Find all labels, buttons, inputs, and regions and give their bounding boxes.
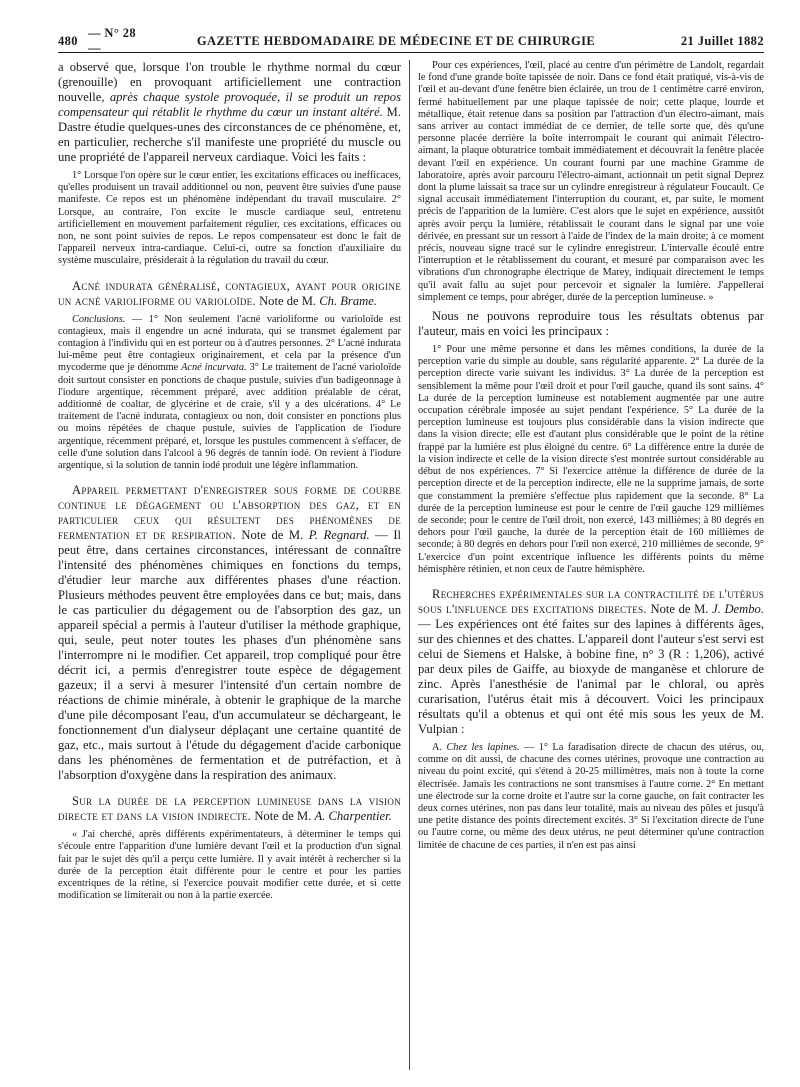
italic-text: Chez les lapines. bbox=[446, 741, 520, 753]
italic-text: Acné incurvata. bbox=[181, 362, 247, 374]
author-name: P. Regnard. bbox=[308, 528, 370, 543]
issue-date: 21 Juillet 1882 bbox=[680, 33, 764, 48]
text-run: 3° Le traitement de l'acné varioloïde doit surtout consister en ponctions de chaque pustule, suivies d'un badigeonnage à l'iodure argentique, récemment préparé, avec addition préalable de cérat, additionné de coaltar, de glycérine et de craie, s'il y a des ulcérations. 4° Le traitement de l'acné indurata, contagieux ou non, doit consister en ponctions plus ou moins répétées de chaque pustule, suivies de l'application de l'iodure argentique, récemment préparé, et, lorsque les pustules commencent à s'effacer, de celle d'une solution dans l'alcool à 96 degrés de tannin iodé. On revient à l'iodure argentique, si la solution de tannin iodé produit une légère inflammation. bbox=[58, 362, 401, 472]
text-run: M. Dastre étudie quelques-unes des circonstances de ce phénomène, et, en particulier, recherche s'il manifeste une propriété du muscle ou une propriété de l'appareil nerveux cardiaque. Voici les faits : bbox=[58, 105, 401, 164]
text-run: — 1° La faradisation directe de chacun des utérus, ou, comme on dit aussi, de chacune des cornes utérines, provoque une contraction au niveau du point excité, qui s'étend à 20-25 millimètres, mais non à toute la corne électrisée. Jamais les contractions ne sont transmises à l'autre corne. 2° En mettant une électrode sur la corne droite et l'autre sur la corne gauche, on fait contracter les deux cornes utérines, non pas dans leur totalité, mais au niveau des pôles et jusqu'à une petite distance des points directement excités. 3° Si l'excitation directe de l'une ou l'autre corne, ou même des deux utérus, ne peut déterminer qu'une contraction limitée de chacune de ces parties, il n'en est pas ainsi bbox=[418, 741, 764, 851]
running-header bbox=[58, 26, 764, 55]
section-heading-acne bbox=[58, 279, 401, 309]
journal-title: GAZETTE HEBDOMADAIRE DE MÉDECINE ET DE CHIRURGIE bbox=[196, 33, 596, 48]
text-run: Note de M. bbox=[235, 528, 309, 543]
heading-text: Acné indurata généralisé, contagieux, ayant pour origine un acné varioliforme ou variolоïde. bbox=[58, 278, 401, 308]
author-name: Ch. Brame. bbox=[319, 293, 377, 308]
paragraph: « J'ai cherché, après différents expérimentateurs, à déterminer le temps qui s'écoule entre l'apparition d'une lumière devant l'œil et la production d'un signal fait par le sujet dès qu'il a perçu cette lumière. Il y avait intérêt à rechercher si la durée de la perception était différente pour le centre et pour les parties excentriques de la rétine, si l'exercice pouvait modifier cette durée, et si cette modification se limiterait ou non à la partie exercée. bbox=[58, 829, 401, 902]
section-heading-appareil bbox=[58, 483, 401, 783]
issue-number: — N° 28 — bbox=[88, 26, 137, 55]
paragraph: 1° Pour une même personne et dans les mêmes conditions, la durée de la perception varie du simple au double, sans régularité apparente. 2° La durée de la perception directe varie suivant les individus. 3° La durée de la perception est sensiblement la même pour l'œil droit et pour l'œil gauche, quand ils sont sains. 4° La durée de la perception lumineuse est notablement augmentée par une autre occupation cérébrale imposée au sujet pendant l'expérience. 5° La durée de la perception lumineuse est toujours plus considérable dans la vision indirecte que dans la vision directe; elle est d'autant plus considérable que le point de la rétine frappé par la lumière est plus éloigné du centre. 6° La différence entre la durée de la vision indirecte et celle de la vision directe s'est montrée surtout considérable au début de nos expériences. 7° Si l'exercice atténue la différence de durée de la perception directe et de la perception indirecte, elle ne la supprime jamais, de sorte que constamment la première s'effectue plus rapidement que la seconde. 8° La durée de la perception lumineuse est pour le centre de l'œil gauche 129 millièmes de seconde; pour le centre de l'œil droit, non exercé, 143 millièmes; à 80 degrés en dehors pour l'œil gauche, la durée de la perception était de 160 millièmes de seconde; à 80 degrés en dehors pour l'œil non exercé, 210 millièmes de seconde. 9° L'exercice d'un point excentrique influence les différents points du même hémisphère rétinien, et non ceux de l'autre hémisphère. bbox=[418, 344, 764, 575]
text-run: a observé que, lorsque l'on trouble le rhythme normal du cœur (grenouille) en provoquant artificiellement une contraction nouvelle, bbox=[58, 60, 401, 104]
author-name: J. Dembo. bbox=[712, 601, 764, 616]
paragraph bbox=[418, 742, 764, 852]
italic-text: après chaque systole provoquée, il se produit un repos compensateur qui rétablit le rhythme du cœur un instant altéré. bbox=[58, 90, 401, 119]
paragraph: Nous ne pouvons reproduire tous les résultats obtenus par l'auteur, mais en voici les principaux : bbox=[418, 309, 764, 339]
section-heading-perception bbox=[58, 794, 401, 824]
section-heading-contractilite bbox=[418, 587, 764, 737]
paragraph: 1° Lorsque l'on opère sur le cœur entier, les excitations efficaces ou inefficaces, qu'elles produisent un travail additionnel ou non, peuvent être suivies d'une pause manifeste. Ce repos est un phénomène indépendant du travail musculaire. 2° Lorsque, au contraire, l'on excite le muscle cardiaque seul, entretenu artificiellement en mouvement parfaitement régulier, ces excitations, efficaces ou non, ne sont point suivies de repos. Le repos compensateur est donc le fait de l'appareil nerveux intra-cardiaque. Celui-ci, outre sa fonction d'auxiliaire du système musculaire, présiderait à la régulation du travail du cœur. bbox=[58, 170, 401, 267]
heading-text: Sur la durée de la perception lumineuse dans la vision directe et dans la vision indirecte. bbox=[58, 794, 401, 824]
text-run: A. bbox=[432, 741, 447, 753]
left-column bbox=[58, 60, 401, 1070]
page-number: 480 bbox=[58, 33, 78, 48]
text-run: Note de M. bbox=[255, 293, 320, 308]
author-name: A. Charpentier. bbox=[314, 809, 392, 824]
paragraph: Pour ces expériences, l'œil, placé au centre d'un périmètre de Landolt, regardait le fond d'une grande boîte tapissée de noir. Dans ce fond était pratiqué, vis-à-vis de l'œil et au-devant d'une fenêtre bien éclairée, un trou de 1 centimètre carré environ, fermé habituellement par une plaque tapissée de noir; cette plaque, lourde et métallique, était retenue dans sa position par l'attraction d'un électro-aimant, mais sans arriver au contact immédiat de ce dernier, de telle sorte que, dès qu'une personne placée derrière la boîte interrompait le courant qui animait l'électro-aimant, la plaque obturatrice tombait immédiatement et découvrait la fenêtre placée devant l'œil en expérience. Un courant fourni par une machine Gramme de laboratoire, après avoir parcouru l'électro-aimant, actionnait un petit signal Deprez dont la plume laissait sa trace sur un cylindre enregistreur à régulateur Foucault. Ce signal accusait immédiatement l'interruption du courant, et, par suite, le moment précis de l'apparition de la lumière. C'est alors que le sujet en expérience, aussitôt après avoir perçu la lumière, rétablissait le courant dans le signal par une voie dérivée, en pressant sur un ressort à l'aide de l'index de la main droite; à ce moment précis, nouveau signe tracé sur le cylindre enregistreur. L'intervalle écoulé entre l'interruption et le rétablissement du courant, et mesuré par comparaison avec les vibrations d'un chronographe électrique de Marey, indiquait directement le temps qu'il avait fallu au sujet pour percevoir et signaler la lumière. J'appellerai simplement ce temps, pour abréger, durée de la perception lumineuse. » bbox=[418, 60, 764, 303]
text-run: Note de M. bbox=[646, 601, 713, 616]
text-run: — Les expériences ont été faites sur des lapines à différents âges, sur des chiennes et des chattes. L'appareil dont l'auteur s'est servi est celui de Siemens et Halske, à bobine fine, n° 3 (R : 1,206), activé par deux piles de Gaiffe, au bioxyde de manganèse et chlorure de zinc. Après l'anesthésie de l'animal par le chloral, ou après curarisation, l'utérus était mis à découvert. Voici les principaux résultats qu'il a obtenus et qui ont été mis sous les yeux de M. Vulpian : bbox=[418, 616, 764, 736]
heading-text: Recherches expérimentales sur la contractilité de l'utérus sous l'influence des excitations directes. bbox=[418, 586, 764, 616]
text-run: — 1° Non seulement l'acné varioliforme ou varioloïde est contagieux, mais il engendre un acné indurata, qui se transmet également par contagion à l'individu qui en est porteur ou à d'autres personnes. 2° L'acné indurata lui-même peut être contagieux originairement, et cela par la présence d'un mycoderme que je dénomme bbox=[58, 313, 401, 374]
text-run: — Il peut être, dans certaines circonstances, intéressant de connaître l'intensité des phénomènes chimiques en fonctions du temps, d'étudier leur marche aux différentes phases d'une réaction. Plusieurs méthodes peuvent être employées dans ce but; mais, dans le cas particulier du dégagement ou de l'absorption des gaz, un appareil spécial a permis à l'auteur d'utiliser la méthode graphique, qui, seule, peut noter toutes les phases d'un phénomène sans l'interrompre ni le modifier. Cet appareil, trop compliqué pour être décrit ici, a permis d'enregistrer toute espèce de dégagement gazeux; il a servi à mesurer l'intensité d'un certain nombre de réactions de chimie minérale, à obtenir le graphique de la marche d'une pile décomposant l'eau, d'un accumulateur se déchargeant, le fonctionnement d'un dialyseur déplaçant une certaine quantité de gaz, etc., mais surtout à l'étude du dégagement d'acide carbonique dans les phénomènes de fermentation et de putréfaction, et à l'absorption d'oxygène dans la respiration des animaux. bbox=[58, 528, 401, 783]
paragraph bbox=[58, 60, 401, 165]
column-divider bbox=[409, 60, 410, 1070]
paragraph bbox=[58, 314, 401, 473]
heading-text: Appareil permettant d'enregistrer sous forme de courbe continue le dégagement ou l'absorption des gaz, et en particulier ceux qui résultent des phénomènes de fermentation et de respiration. bbox=[58, 483, 401, 543]
italic-text: Conclusions. bbox=[72, 313, 126, 325]
text-run: Note de M. bbox=[251, 809, 315, 824]
right-column bbox=[418, 60, 764, 1070]
